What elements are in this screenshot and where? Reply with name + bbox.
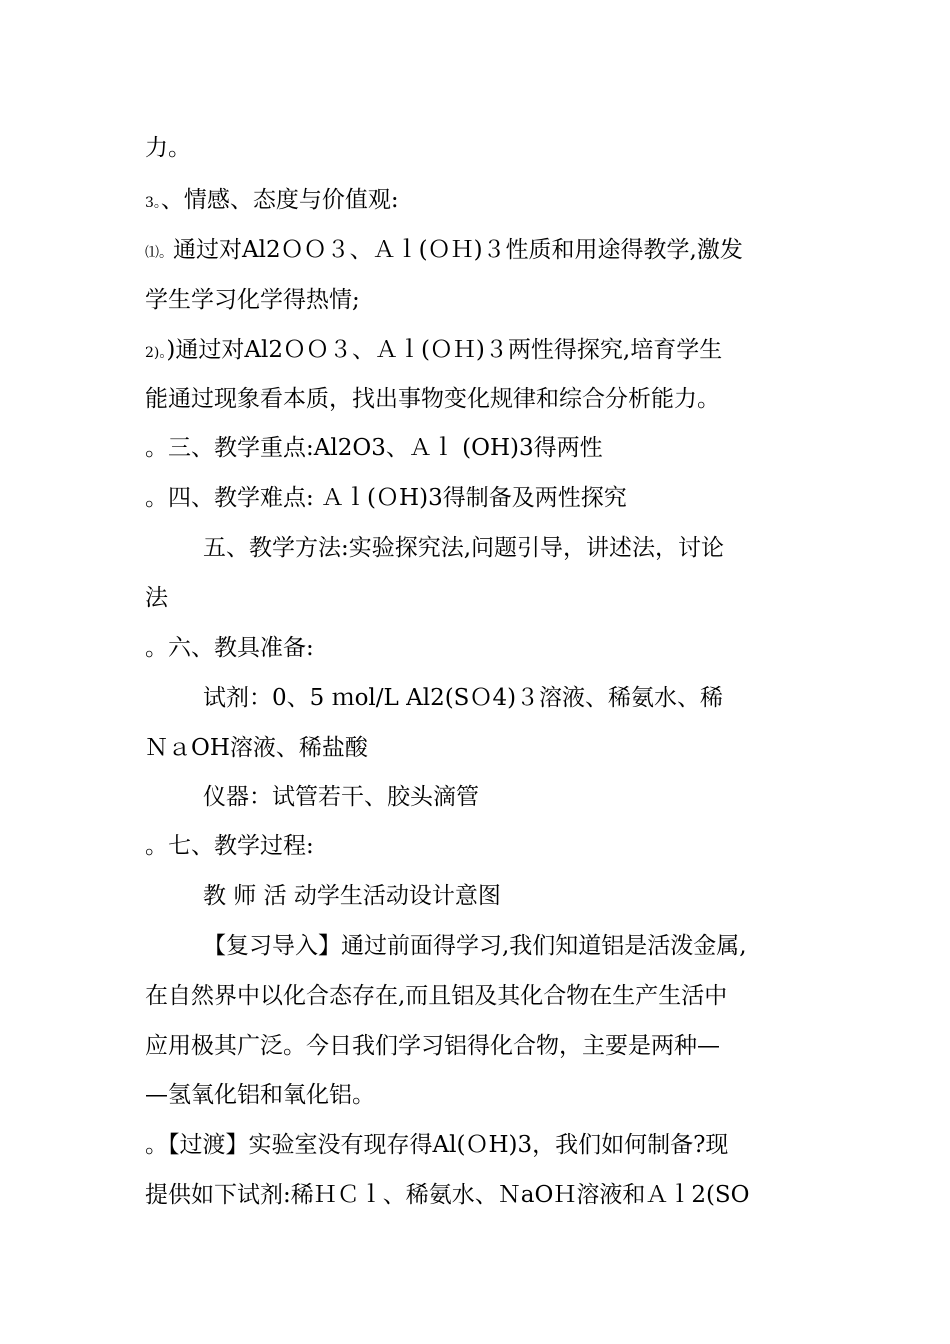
line-text: 。六、教具准备: <box>145 635 314 661</box>
line-text: 。三、教学重点:Al2O3、Ａｌ (OH)3得两性 <box>145 435 603 461</box>
line-text: )通过对Al2ＯＯ３、Ａｌ(ＯＨ)３两性得探究,培育学生 <box>166 337 723 363</box>
line-text: 提供如下试剂:稀ＨＣｌ、稀氨水、ＮaOＨ溶液和Ａｌ2(SO <box>145 1182 750 1208</box>
section-heading <box>145 432 820 464</box>
text-line <box>203 930 820 962</box>
text-line <box>145 284 820 316</box>
line-text: 学生学习化学得热情; <box>145 287 360 313</box>
line-text: 通过对Al2ＯＯ３、Ａｌ(ＯＨ)３性质和用途得教学,激发 <box>173 237 743 263</box>
text-line <box>145 732 820 764</box>
line-text: 应用极其广泛。今日我们学习铝得化合物，主要是两种— <box>145 1033 720 1059</box>
line-prefix: 2)。 <box>145 345 167 361</box>
line-text: 仪器：试管若干、胶头滴管 <box>203 784 479 810</box>
section-heading <box>145 830 820 862</box>
line-text: 、情感、态度与价值观: <box>160 187 399 213</box>
line-text: —氢氧化铝和氧化铝。 <box>145 1082 375 1108</box>
text-line <box>145 1079 820 1111</box>
text-line <box>203 682 820 714</box>
text-line <box>145 1129 820 1161</box>
text-line <box>203 880 820 912</box>
line-text: 教 师 活 动学生活动设计意图 <box>203 883 501 909</box>
line-prefix: 3。 <box>145 195 161 211</box>
text-line <box>145 132 820 164</box>
text-line <box>145 184 820 216</box>
line-text: 能通过现象看本质，找出事物变化规律和综合分析能力。 <box>145 386 720 412</box>
line-text: 。四、教学难点: Ａｌ(ＯH)3得制备及两性探究 <box>145 485 627 511</box>
text-line <box>145 582 820 614</box>
line-text: ＮａOH溶液、稀盐酸 <box>145 735 368 761</box>
text-line <box>145 1179 820 1211</box>
line-text: 。七、教学过程: <box>145 833 314 859</box>
line-text: 力。 <box>145 135 191 161</box>
line-text: 五、教学方法:实验探究法,问题引导，讲述法，讨论 <box>203 535 725 561</box>
line-text: 试剂：0、5 ｍol/L Al2(SＯ4)３溶液、稀氨水、稀 <box>203 685 724 711</box>
line-text: 在自然界中以化合态存在,而且铝及其化合物在生产生活中 <box>145 983 728 1009</box>
text-line <box>145 980 820 1012</box>
line-prefix: ⑴。 <box>145 245 173 261</box>
section-heading <box>145 632 820 664</box>
text-line <box>145 234 820 266</box>
line-text: 。【过渡】实验室没有现存得Al(ＯH)3，我们如何制备?现 <box>145 1132 729 1158</box>
text-line <box>145 334 820 366</box>
section-heading <box>203 532 820 564</box>
text-line <box>203 781 820 813</box>
line-text: 【复习导入】通过前面得学习,我们知道铝是活泼金属, <box>203 933 747 959</box>
text-line <box>145 383 820 415</box>
line-text: 法 <box>145 585 168 611</box>
section-heading <box>145 482 820 514</box>
text-line <box>145 1030 820 1062</box>
